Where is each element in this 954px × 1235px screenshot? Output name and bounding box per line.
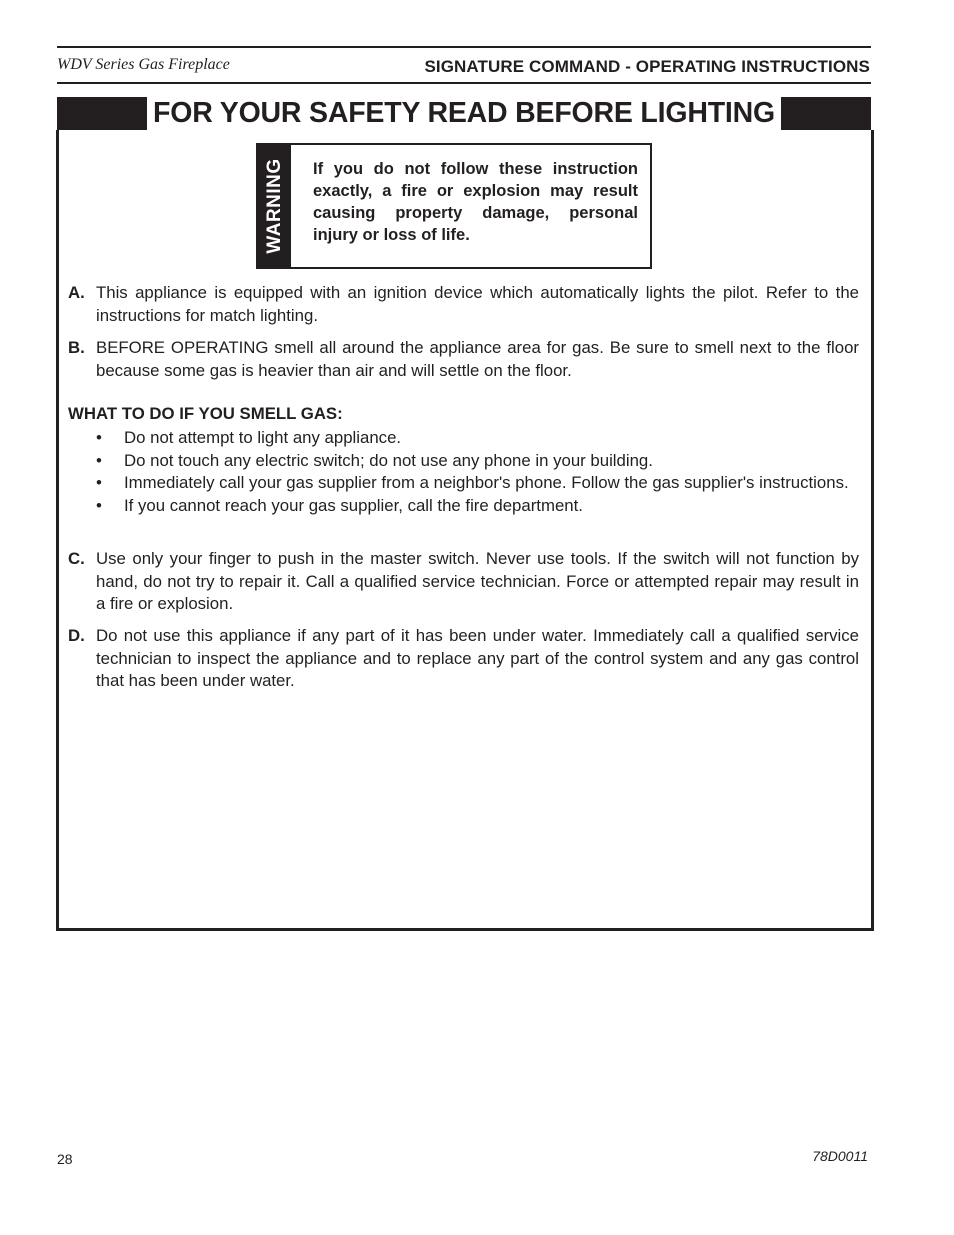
warning-label: WARNING (263, 158, 285, 254)
banner-right-bar (781, 97, 871, 130)
item-label: A. (68, 283, 85, 302)
list-item-text: Do not touch any electric switch; do not use any phone in your building. (124, 450, 653, 470)
item-text: Use only your finger to push in the master switch. Never use tools. If the switch will not function by hand, do not try to repair it. Call a qualified service technician. Force or attempted repair may result in a fire or explosion. (96, 549, 859, 613)
bullet-mark: • (96, 428, 102, 447)
list-item (68, 472, 859, 495)
header-product-name: WDV Series Gas Fireplace (57, 56, 230, 73)
item-text: Do not use this appliance if any part of it has been under water. Immediately call a qualified service technician to inspect the appliance and to replace any part of the control system and any gas control that has been under water. (96, 626, 859, 690)
warning-box (256, 143, 652, 269)
banner-left-bar (57, 97, 147, 130)
instruction-item-a (68, 282, 859, 327)
list-item (68, 450, 859, 473)
item-text: This appliance is equipped with an ignition device which automatically lights the pilot. Refer to the instructions for match lighting. (96, 283, 859, 325)
document-number: 78D0011 (812, 1148, 868, 1164)
bullet-mark: • (96, 450, 102, 470)
item-label: D. (68, 626, 85, 645)
list-item-text: Do not attempt to light any appliance. (124, 428, 402, 447)
safety-banner (57, 97, 871, 130)
list-item-text: If you cannot reach your gas supplier, call the fire department. (124, 495, 583, 515)
header-section-title: SIGNATURE COMMAND - OPERATING INSTRUCTIONS (424, 57, 870, 76)
item-label: C. (68, 549, 85, 568)
instruction-item-c (68, 548, 859, 616)
bullet-mark: • (96, 473, 102, 492)
item-label: B. (68, 338, 85, 357)
header-bottom-rule (57, 82, 871, 84)
smell-gas-list (68, 427, 859, 517)
instruction-item-d (68, 625, 859, 693)
warning-label-strip (258, 145, 291, 267)
list-item-text: Immediately call your gas supplier from a neighbor's phone. Follow the gas supplier's instructions. (124, 473, 849, 492)
header-top-rule (57, 46, 871, 48)
bullet-mark: • (96, 495, 102, 515)
instruction-item-b (68, 337, 859, 382)
list-item (68, 495, 859, 518)
warning-text: If you do not follow these instruction exactly, a fire or explosion may result causing property damage, personal injury or loss of life. (313, 160, 638, 244)
list-item (68, 427, 859, 450)
smell-gas-heading: WHAT TO DO IF YOU SMELL GAS: (68, 404, 343, 423)
page-number: 28 (57, 1151, 73, 1167)
item-text: BEFORE OPERATING smell all around the appliance area for gas. Be sure to smell next to the floor because some gas is heavier than air and will settle on the floor. (96, 338, 859, 380)
banner-title: FOR YOUR SAFETY READ BEFORE LIGHTING (153, 97, 775, 129)
